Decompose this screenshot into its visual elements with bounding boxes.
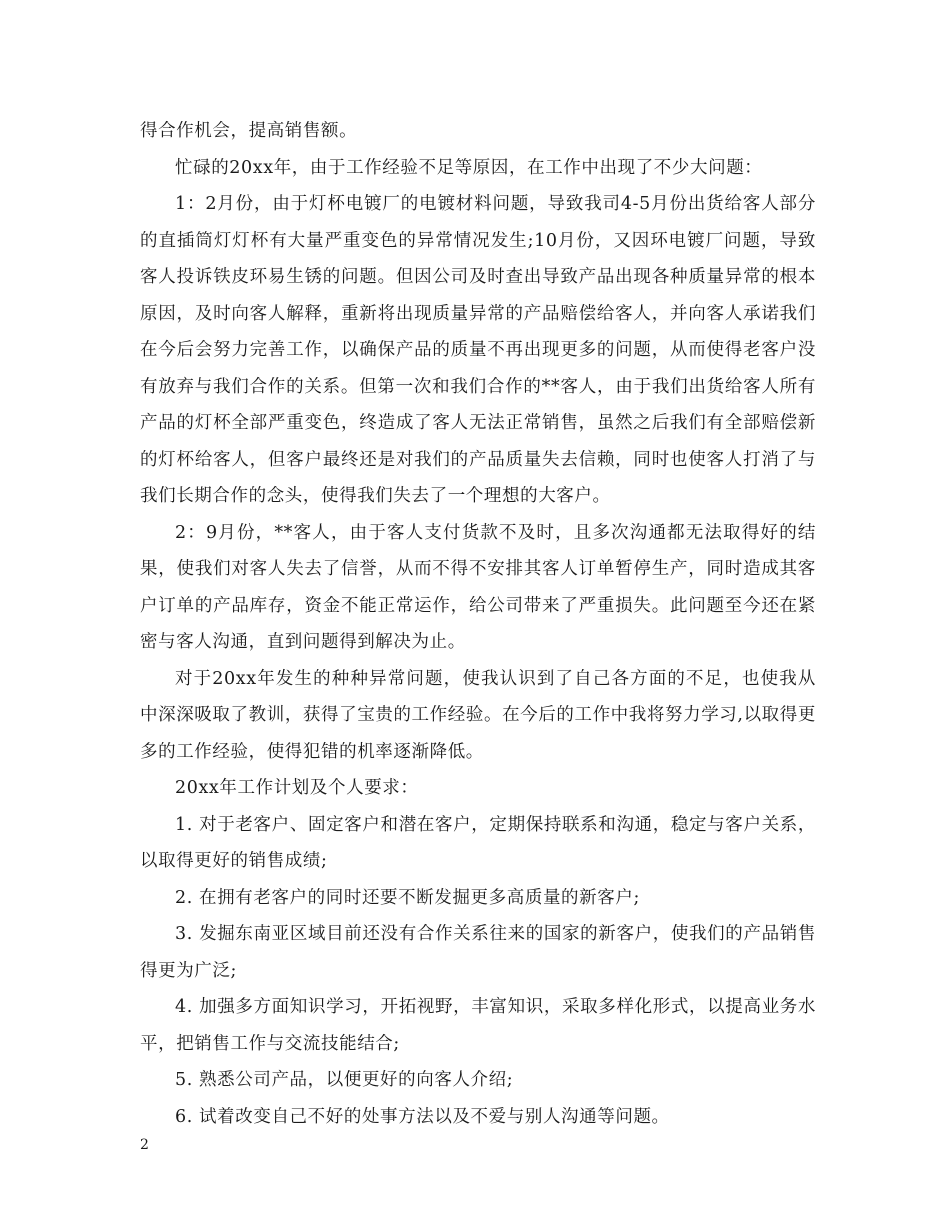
plan-item-4: 4. 加强多方面知识学习，开拓视野，丰富知识，采取多样化形式，以提高业务水平，把销售工作与交流技能结合; bbox=[140, 997, 816, 1054]
paragraph-continuation: 得合作机会，提高销售额。 bbox=[140, 121, 358, 141]
paragraph-plan-heading: 20xx年工作计划及个人要求： bbox=[175, 778, 419, 798]
plan-item-3: 3. 发掘东南亚区域目前还没有合作关系往来的国家的新客户，使我们的产品销售得更为广泛; bbox=[140, 924, 816, 981]
page-number: 2 bbox=[140, 1137, 149, 1153]
plan-item-1: 1. 对于老客户、固定客户和潜在客户，定期保持联系和沟通，稳定与客户关系，以取得更好的销售成绩; bbox=[140, 814, 816, 871]
plan-item-6: 6. 试着改变自己不好的处事方法以及不爱与别人沟通等问题。 bbox=[175, 1106, 670, 1127]
paragraph-lessons: 对于20xx年发生的种种异常问题，使我认识到了自己各方面的不足，也使我从中深深吸取了教训，获得了宝贵的工作经验。在今后的工作中我将努力学习,以取得更多的工作经验，使得犯错的机率逐渐降低。 bbox=[140, 668, 816, 762]
paragraph-problem-2: 2：9月份，**客人，由于客人支付货款不及时，且多次沟通都无法取得好的结果，使我们对客人失去了信誉，从而不得不安排其客人订单暂停生产，同时造成其客户订单的产品库存，资金不能正常运作，给公司带来了严重损失。此问题至今还在紧密与客人沟通，直到问题得到解决为止。 bbox=[140, 522, 816, 652]
document-body bbox=[140, 113, 816, 1135]
plan-item-2: 2. 在拥有老客户的同时还要不断发掘更多高质量的新客户; bbox=[175, 887, 640, 908]
paragraph-intro-problems: 忙碌的20xx年，由于工作经验不足等原因，在工作中出现了不少大问题： bbox=[175, 157, 763, 178]
plan-item-5: 5. 熟悉公司产品，以便更好的向客人介绍; bbox=[175, 1070, 514, 1090]
paragraph-problem-1: 1：2月份，由于灯杯电镀厂的电镀材料问题，导致我司4-5月份出货给客人部分的直插筒灯灯杯有大量严重变色的异常情况发生;10月份，又因环电镀厂问题，导致客人投诉铁皮环易生锈的问题。但因公司及时查出导致产品出现各种质量异常的根本原因，及时向客人解释，重新将出现质量异常的产品赔偿给客人，并向客人承诺我们在今后会努力完善工作，以确保产品的质量不再出现更多的问题，从而使得老客户没有放弃与我们合作的关系。但第一次和我们合作的**客人，由于我们出货给客人所有产品的灯杯全部严重变色，终造成了客人无法正常销售，虽然之后我们有全部赔偿新的灯杯给客人，但客户最终还是对我们的产品质量失去信赖，同时也使客人打消了与我们长期合作的念头，使得我们失去了一个理想的大客户。 bbox=[140, 194, 816, 506]
